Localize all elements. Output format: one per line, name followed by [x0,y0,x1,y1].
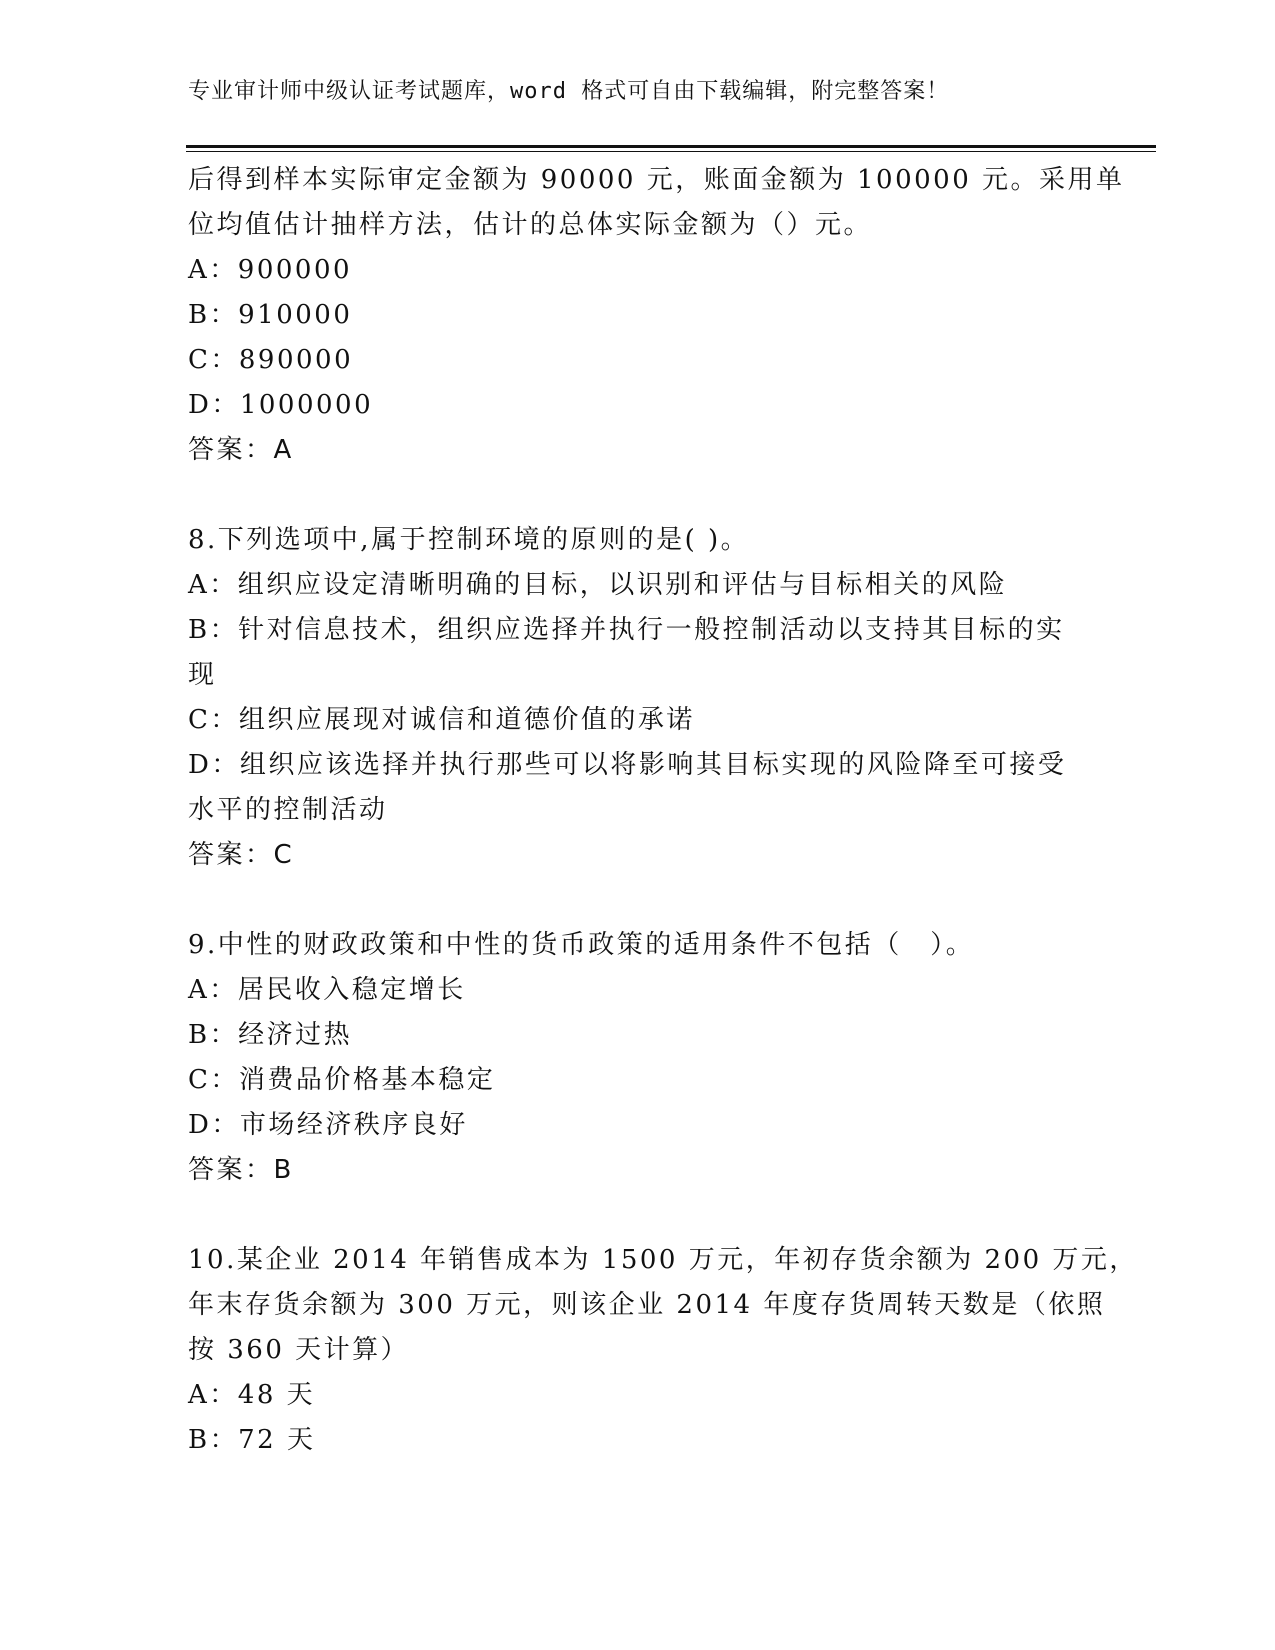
q8-option-d: D：组织应该选择并执行那些可以将影响其目标实现的风险降至可接受 [188,750,1067,780]
q10-option-b: B：72 天 [188,1425,316,1455]
q9-option-a: A：居民收入稳定增长 [188,975,466,1005]
q8-answer: 答案：C [188,840,295,870]
q9-answer: 答案：B [188,1155,294,1185]
q7-option-d: D：1000000 [188,390,374,420]
spacer [188,878,1088,923]
q8-option-b-cont: 现 [188,660,217,690]
q8-option-a: A：组织应设定清晰明确的目标，以识别和评估与目标相关的风险 [188,570,1008,600]
q9-option-d: D：市场经济秩序良好 [188,1110,468,1140]
q9-option-b: B：经济过热 [188,1020,353,1050]
q9-option-c: C：消费品价格基本稳定 [188,1065,496,1095]
spacer [188,1193,1088,1238]
q9-stem: 9.中性的财政政策和中性的货币政策的适用条件不包括（ ）。 [188,930,975,960]
q10-stem-line: 按 360 天计算） [188,1335,410,1365]
q10-stem-line: 年末存货余额为 300 万元，则该企业 2014 年度存货周转天数是（依照 [188,1290,1106,1320]
q8-option-c: C：组织应展现对诚信和道德价值的承诺 [188,705,695,735]
q7-option-a: A：900000 [188,255,353,285]
q7-stem-line: 位均值估计抽样方法，估计的总体实际金额为（）元。 [188,210,873,240]
q7-option-b: B：910000 [188,300,353,330]
q8-option-d-cont: 水平的控制活动 [188,795,388,825]
q8-stem: 8.下列选项中,属于控制环境的原则的是( )。 [188,525,750,555]
question-content [188,158,1138,1463]
q7-answer: 答案：A [188,435,294,465]
q7-stem-line: 后得到样本实际审定金额为 90000 元，账面金额为 100000 元。采用单 [188,165,1125,195]
q10-option-a: A：48 天 [188,1380,316,1410]
header-rule-thick [186,145,1156,148]
page-header: 专业审计师中级认证考试题库，word 格式可自由下载编辑，附完整答案！ [188,79,950,104]
q8-option-b: B：针对信息技术，组织应选择并执行一般控制活动以支持其目标的实 [188,615,1065,645]
spacer [188,473,1088,518]
q10-stem-line: 10.某企业 2014 年销售成本为 1500 万元，年初存货余额为 200 万元， [188,1245,1138,1275]
q7-option-c: C：890000 [188,345,354,375]
header-rule-thin [186,151,1156,152]
